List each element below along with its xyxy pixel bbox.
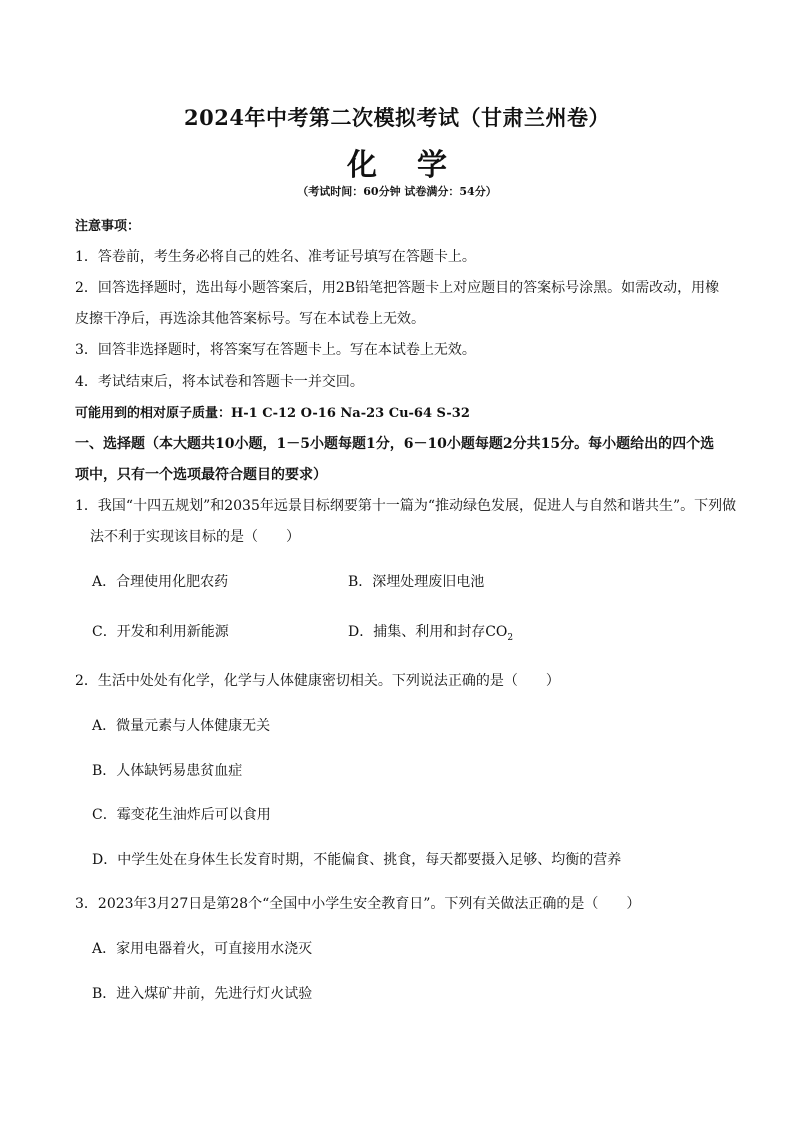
- notes-heading: 注意事项：: [75, 219, 141, 234]
- question-1-option-d: [348, 621, 513, 643]
- question-1-option-a: A．合理使用化肥农药: [92, 574, 229, 590]
- question-1-option-b: B．深埋处理废旧电池: [348, 574, 485, 590]
- note-item: 2．回答选择题时，选出每小题答案后，用2B铅笔把答题卡上对应题目的答案标号涂黑。如需改动，用橡: [75, 280, 720, 296]
- exam-title: 2024年中考第二次模拟考试（甘肃兰州卷）: [184, 105, 610, 130]
- note-item: 1．答卷前，考生务必将自己的姓名、准考证号填写在答题卡上。: [75, 249, 476, 265]
- co2-subscript: 2: [507, 632, 514, 643]
- question-2-option-b: B．人体缺钙易患贫血症: [92, 763, 243, 779]
- question-2-option-c: C．霉变花生油炸后可以食用: [92, 807, 271, 823]
- subject-title: 化学: [347, 148, 487, 183]
- question-1-stem-cont: 法不利于实现该目标的是（ ）: [90, 529, 300, 545]
- section-heading: 一、选择题（本大题共10小题，1－5小题每题1分，6－10小题每题2分共15分。每小题给出的四个选: [75, 436, 715, 452]
- exam-info: （考试时间：60分钟 试卷满分：54分）: [297, 185, 497, 198]
- note-item: 3．回答非选择题时，将答案写在答题卡上。写在本试卷上无效。: [75, 342, 476, 358]
- option-d-text: D．捕集、利用和封存CO: [348, 624, 508, 640]
- question-1-stem: 1．我国“十四五规划”和2035年远景目标纲要第十一篇为“推动绿色发展，促进人与自然和谐共生”。下列做: [75, 498, 737, 514]
- atomic-masses: 可能用到的相对原子质量：H-1 C-12 O-16 Na-23 Cu-64 S-32: [75, 406, 470, 421]
- question-3-option-a: A．家用电器着火，可直接用水浇灭: [92, 941, 313, 957]
- question-2-stem: 2．生活中处处有化学，化学与人体健康密切相关。下列说法正确的是（ ）: [75, 673, 560, 689]
- section-heading-cont: 项中，只有一个选项最符合题目的要求）: [75, 467, 327, 483]
- note-item: 皮擦干净后，再选涂其他答案标号。写在本试卷上无效。: [75, 311, 425, 327]
- question-3-option-b: B．进入煤矿井前，先进行灯火试验: [92, 986, 313, 1002]
- question-3-stem: 3．2023年3月27日是第28个“全国中小学生安全教育日”。下列有关做法正确的是（ ）: [75, 896, 641, 912]
- note-item: 4．考试结束后，将本试卷和答题卡一并交回。: [75, 374, 364, 390]
- question-2-option-a: A．微量元素与人体健康无关: [92, 718, 271, 734]
- question-1-option-c: C．开发和利用新能源: [92, 624, 229, 640]
- question-2-option-d: D．中学生处在身体生长发育时期，不能偏食、挑食，每天都要摄入足够、均衡的营养: [92, 852, 622, 868]
